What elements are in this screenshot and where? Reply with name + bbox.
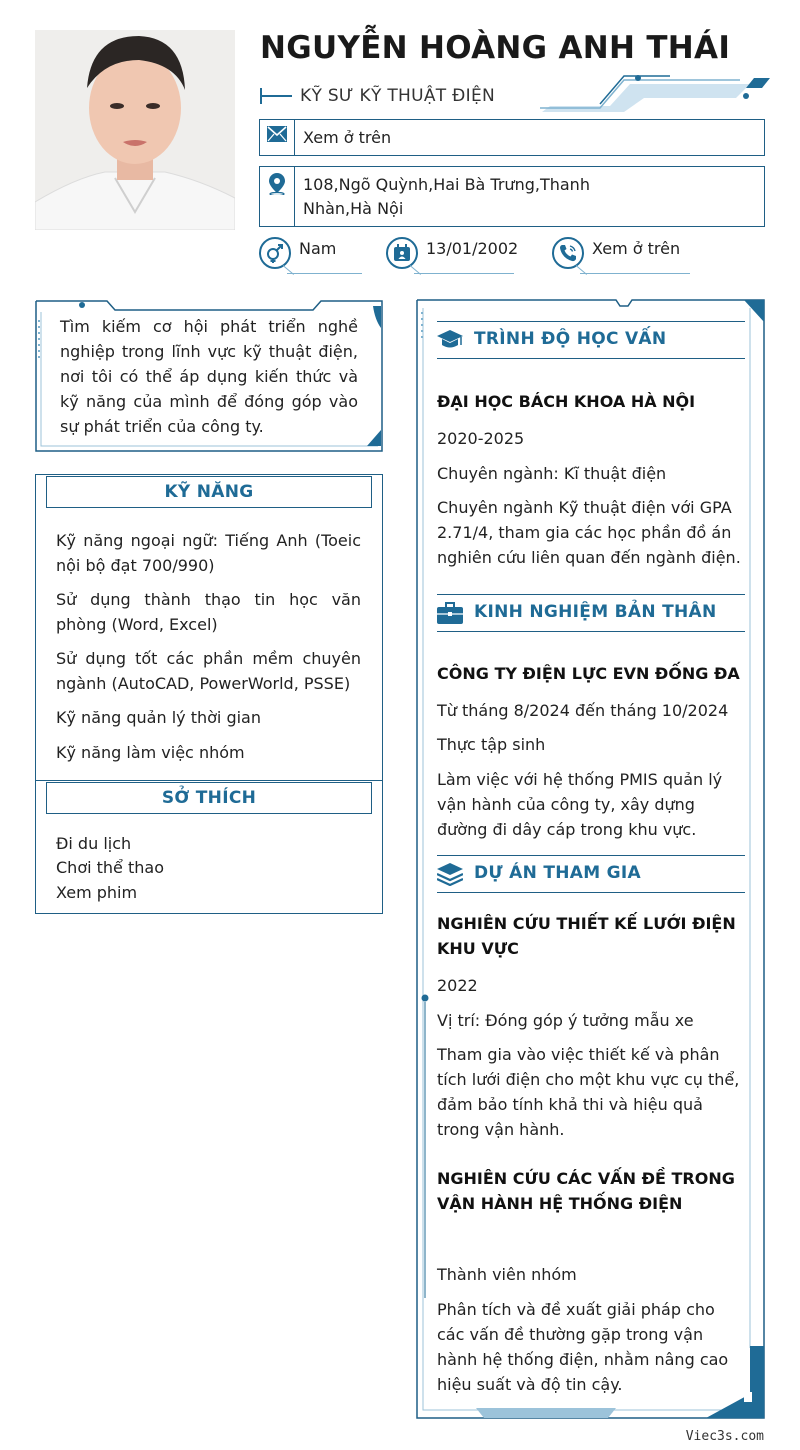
hobbies-section [35,780,383,914]
skill-item: Kỹ năng ngoại ngữ: Tiếng Anh (Toeic nội bộ đạt 700/990) [56,531,361,575]
briefcase-icon [437,601,463,625]
hobbies-title: SỞ THÍCH [46,782,372,814]
experience-position: Thực tập sinh [437,735,546,754]
skill-item: Sử dụng thành thạo tin học văn phòng (Word, Excel) [56,590,361,634]
projects-header [437,855,745,893]
layers-icon [437,862,463,886]
hobby-item: Đi du lịch [56,834,132,853]
career-objective [35,300,383,452]
email-icon [260,120,294,155]
skill-item: Kỹ năng làm việc nhóm [56,743,245,762]
hobby-item: Chơi thể thao [56,858,164,877]
education-major: Chuyên ngành: Kĩ thuật điện [437,464,667,483]
project-name: NGHIÊN CỨU THIẾT KẾ LƯỚI ĐIỆN KHU VỰC [437,914,736,958]
skill-item: Kỹ năng quản lý thời gian [56,708,261,727]
location-pin-icon [260,167,294,226]
experience-title: KINH NGHIỆM BẢN THÂN [474,602,717,622]
skills-section [35,474,383,782]
experience-description: Làm việc với hệ thống PMIS quản lý vận hành của công ty, xây dựng đường đi dây cáp trong khu vực. [437,770,723,839]
gender-value: Nam [299,239,337,258]
circuit-decoration [540,72,772,114]
projects-title: DỰ ÁN THAM GIA [474,863,641,883]
email-box [259,119,765,156]
project-description: Tham gia vào việc thiết kế và phân tích lưới điện cho một khu vực cụ thể, đảm bảo tính khả thi và hiệu quả trong vận hành. [437,1045,740,1139]
project-year: 2022 [437,976,478,995]
education-school: ĐẠI HỌC BÁCH KHOA HÀ NỘI [437,392,696,411]
project-role: Thành viên nhóm [437,1265,577,1284]
address-box [259,166,765,227]
phone-icon [552,237,584,269]
graduation-cap-icon [437,328,463,352]
candidate-name: NGUYỄN HOÀNG ANH THÁI [260,30,731,66]
skill-item: Sử dụng tốt các phần mềm chuyên ngành (AutoCAD, PowerWorld, PSSE) [56,649,361,693]
skills-title: KỸ NĂNG [46,476,372,508]
education-header [437,321,745,359]
project-name: NGHIÊN CỨU CÁC VẤN ĐỀ TRONG VẬN HÀNH HỆ THỐNG ĐIỆN [437,1169,735,1213]
education-description: Chuyên ngành Kỹ thuật điện với GPA 2.71/4, tham gia các học phần đồ án nghiên cứu liên quan đến ngành điện. [437,498,741,567]
gender-item [259,237,364,275]
experience-company: CÔNG TY ĐIỆN LỰC EVN ĐỐNG ĐA [437,664,740,683]
job-title: KỸ SƯ KỸ THUẬT ĐIỆN [300,86,496,106]
experience-period: Từ tháng 8/2024 đến tháng 10/2024 [437,701,729,720]
profile-photo [35,30,235,230]
gender-icon [259,237,291,269]
job-title-row [260,82,495,110]
birthdate-item [386,237,519,275]
project-role: Vị trí: Đóng góp ý tưởng mẫu xe [437,1011,694,1030]
project-description: Phân tích và đề xuất giải pháp cho các vấn đề thường gặp trong vận hành hệ thống điện, nhằm nâng cao hiệu suất và độ tin cậy. [437,1300,729,1394]
hobby-item: Xem phim [56,883,138,902]
objective-text: Tìm kiếm cơ hội phát triển nghề nghiệp trong lĩnh vực kỹ thuật điện, nơi tôi có thể áp dụng kiến thức và kỹ năng của mình để đóng góp vào sự phát triển của công ty. [60,317,358,436]
education-title: TRÌNH ĐỘ HỌC VẤN [474,329,667,349]
education-period: 2020-2025 [437,429,525,448]
email-value[interactable]: Xem ở trên [303,128,392,147]
phone-item [552,237,692,275]
job-title-marker [260,88,292,104]
calendar-icon [386,237,418,269]
experience-header [437,594,745,632]
birthdate-value: 13/01/2002 [426,239,519,258]
watermark: Viec3s.com [685,1429,764,1444]
phone-value[interactable]: Xem ở trên [592,239,681,258]
address-value: 108,Ngõ Quỳnh,Hai Bà Trưng,Thanh Nhàn,Hà Nội [303,175,590,218]
